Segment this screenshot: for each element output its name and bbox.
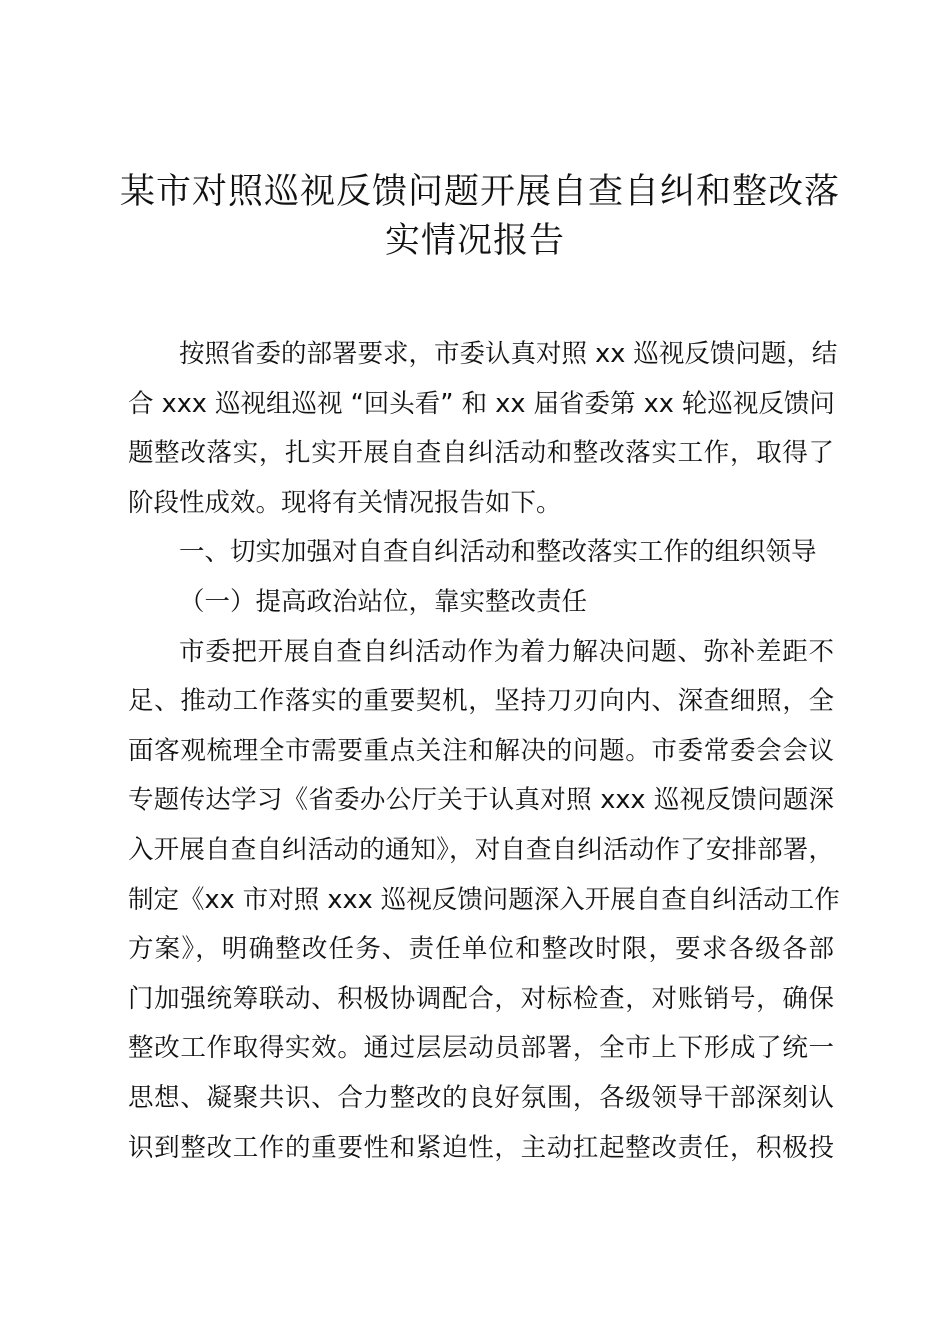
paragraph-body bbox=[128, 628, 840, 1174]
text-line: 合 xxx 巡视组巡视 “回头看” 和 xx 届省委第 xx 轮巡视反馈问 bbox=[128, 388, 835, 419]
text-line: 制定《xx 市对照 xxx 巡视反馈问题深入开展自查自纠活动工作 bbox=[128, 884, 840, 915]
text-line: 方案》，明确整改任务、责任单位和整改时限，要求各级各部 bbox=[128, 934, 834, 965]
document-title bbox=[120, 168, 841, 266]
text-line: 一、切实加强对自查自纠活动和整改落实工作的组织领导 bbox=[179, 537, 817, 568]
text-line: 专题传达学习《省委办公厅关于认真对照 xxx 巡视反馈问题深 bbox=[128, 785, 834, 816]
text-line: 识到整改工作的重要性和紧迫性，主动扛起整改责任，积极投 bbox=[128, 1132, 834, 1163]
text-line: 阶段性成效。现将有关情况报告如下。 bbox=[128, 487, 562, 518]
text-line: 门加强统筹联动、积极协调配合，对标检查，对账销号，确保 bbox=[128, 983, 834, 1014]
text-line: 足、推动工作落实的重要契机，坚持刀刃向内、深查细照，全 bbox=[128, 686, 834, 717]
subsection-heading-1 bbox=[128, 578, 834, 628]
text-line: 整改工作取得实效。通过层层动员部署，全市上下形成了统一 bbox=[128, 1033, 834, 1064]
text-line: 题整改落实，扎实开展自查自纠活动和整改落实工作，取得了 bbox=[128, 438, 834, 469]
text-line: 入开展自查自纠活动的通知》，对自查自纠活动作了安排部署， bbox=[128, 834, 834, 865]
paragraph-intro bbox=[128, 330, 838, 528]
title-line: 某市对照巡视反馈问题开展自查自纠和整改落 bbox=[120, 172, 841, 212]
title-line: 实情况报告 bbox=[384, 221, 565, 261]
text-line: 按照省委的部署要求，市委认真对照 xx 巡视反馈问题，结 bbox=[179, 339, 838, 369]
section-heading-1 bbox=[128, 528, 834, 578]
text-line: 市委把开展自查自纠活动作为着力解决问题、弥补差距不 bbox=[179, 636, 834, 667]
text-line: 思想、凝聚共识、合力整改的良好氛围，各级领导干部深刻认 bbox=[128, 1082, 834, 1113]
text-line: （一）提高政治站位，靠实整改责任 bbox=[179, 586, 588, 617]
text-line: 面客观梳理全市需要重点关注和解决的问题。市委常委会会议 bbox=[128, 735, 834, 766]
document-body bbox=[128, 330, 840, 1173]
